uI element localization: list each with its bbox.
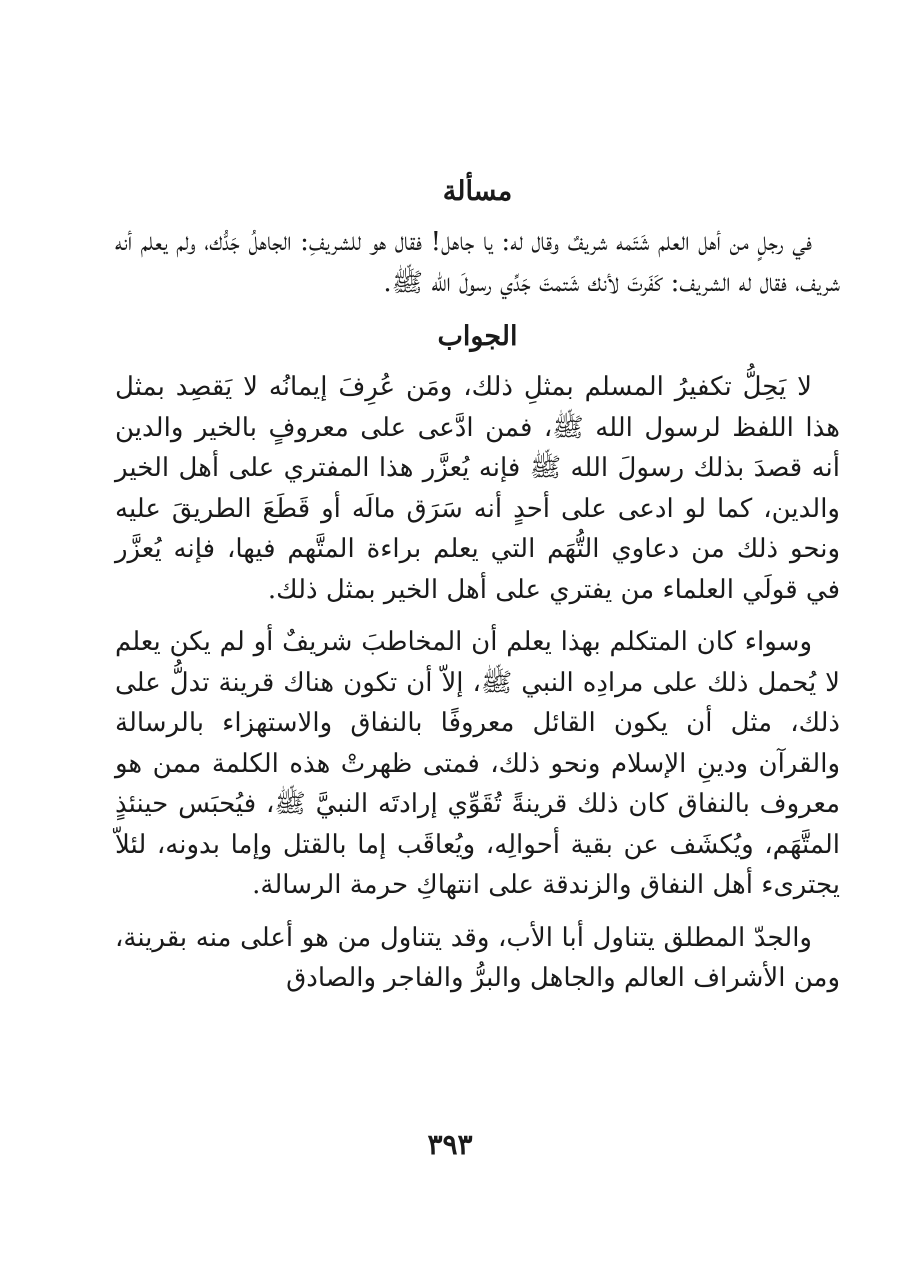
answer-paragraph: والجدّ المطلق يتناول أبا الأب، وقد يتناول من هو أعلى منه بقرينة، ومن الأشراف العالم والجاهل والبرُّ والفاجر والصادق — [115, 922, 840, 993]
answer-heading: الجواب — [437, 321, 518, 352]
question-heading: مسألة — [442, 176, 513, 207]
page-number: ٣٩٣ — [427, 1128, 473, 1161]
answer-paragraph: وسواء كان المتكلم بهذا يعلم أن المخاطبَ شريفٌ أو لم يكن يعلم لا يُحمل ذلك على مرادِه النبي ﷺ، إلاّ أن تكون هناك قرينة تدلُّ على ذلك، مثل أن يكون القائل معروفًا بالنفاق والاستهزاء بالرسالة والقرآن ودينِ الإسلام ونحو ذلك، فمتى ظهرتْ هذه الكلمة ممن هو معروف بالنفاق كان ذلك قرينةً تُقَوِّي إرادتَه النبيَّ ﷺ، فيُحبَس حينئذٍ المتَّهَم، ويُكشَف عن بقية أحوالِه، ويُعاقَب إما بالقتل وإما بدونه، لئلاّ يجترىء أهل النفاق والزندقة على انتهاكِ حرمة الرسالة. — [115, 627, 840, 900]
answer-paragraph: لا يَحِلُّ تكفيرُ المسلم بمثلِ ذلك، ومَن عُرِفَ إيمانُه لا يَقصِد بمثل هذا اللفظ لرسول الله ﷺ، فمن ادَّعى على معروفٍ بالخير والدين أنه قصدَ بذلك رسولَ الله ﷺ فإنه يُعزَّر هذا المفتري على أهل الخير والدين، كما لو ادعى على أحدٍ أنه سَرَق مالَه أو قَطَعَ الطريقَ عليه ونحو ذلك من دعاوي التُّهَم التي يعلم براءة المتَّهم فيها، فإنه يُعزَّر في قولَي العلماء من يفتري على أهل الخير بمثل ذلك. — [115, 372, 840, 605]
page-body — [115, 168, 840, 1011]
question-paragraph: في رجلٍ من أهل العلم شَتَمه شريفٌ وقال له: يا جاهل! فقال هو للشريفِ: الجاهلُ جَدُّك، ولم يعلم أنه شريف، فقال له الشريف: كَفَرتَ لأنك شَتمتَ جَدِّي رسولَ الله ﷺ. — [115, 227, 840, 298]
